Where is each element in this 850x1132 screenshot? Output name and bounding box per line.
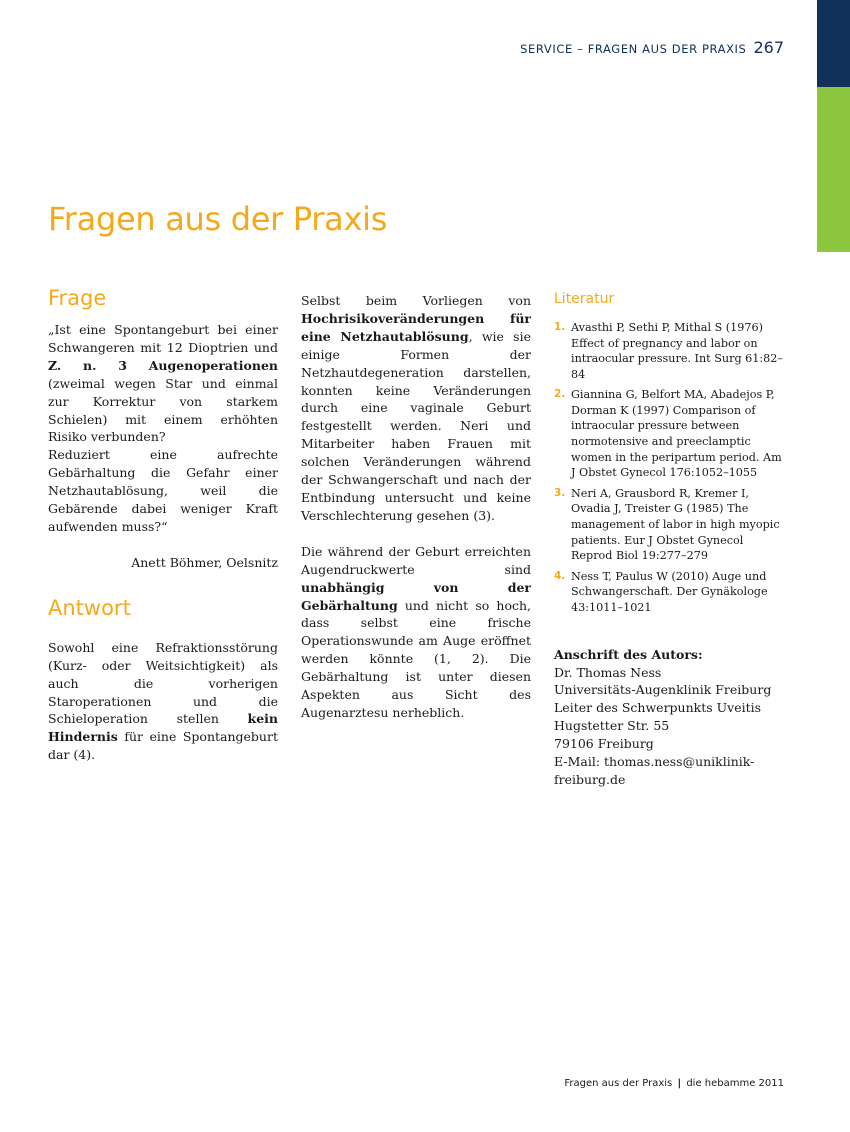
address-line: Leiter des Schwerpunkts Uveitis: [554, 700, 762, 716]
email-line: E-Mail: thomas.ness@uniklinik-: [554, 754, 755, 770]
question-bold-surgeries: Z. n. 3 Augenoperationen: [48, 357, 278, 373]
literature-heading: Literatur: [554, 291, 615, 307]
author-name: Dr. Thomas Ness: [554, 664, 662, 680]
answer-text-end: für eine Spontangeburt dar (4).: [48, 729, 278, 763]
page-title: Fragen aus der Praxis: [48, 200, 388, 238]
question-text-second: Reduziert eine aufrechte Gebärhaltung die Gefahr einer Netzhautablösung, weil die Gebärende dabei weniger Kraft aufwenden muss?“: [48, 447, 278, 534]
question-signature: Anett Böhmer, Oelsnitz: [131, 554, 278, 570]
footer-journal: die hebamme 2011: [686, 1078, 784, 1089]
column-continuation: [301, 292, 531, 722]
page-footer: [564, 1078, 784, 1089]
continuation-p1-start: Selbst beim Vorliegen von: [301, 293, 531, 308]
answer-heading: Antwort: [48, 595, 131, 620]
continuation-paragraph-2: [301, 543, 531, 722]
reference-number: 2.: [554, 388, 566, 401]
address-line: Hugstetter Str. 55: [554, 718, 670, 734]
column-literature: [554, 286, 786, 789]
author-address: [554, 646, 786, 789]
question-text: [48, 321, 278, 446]
reference-number: 3.: [554, 486, 566, 499]
footer-separator: |: [677, 1078, 682, 1089]
answer-bold: kein Hindernis: [48, 711, 278, 745]
continuation-p2-bold: unabhängig von der Gebärhaltung: [301, 579, 531, 613]
reference-item: [554, 387, 786, 481]
running-head: [520, 38, 784, 57]
reference-text: Giannina G, Belfort MA, Abadejos P, Dorman K (1997) Comparison of intraocular pressure between normotensive and preeclamptic women in the peripartum period. Am J Obstet Gynecol 176:1052–1055: [571, 388, 782, 480]
reference-text: Avasthi P, Sethi P, Mithal S (1976) Effect of pregnancy and labor on intraocular pressure. Int Surg 61:82–84: [571, 320, 783, 381]
question-text-part2: (zweimal wegen Star und einmal zur Korrektur von starkem Schielen) mit einem erhöhten Risiko verbunden?: [48, 375, 278, 445]
reference-item: [554, 486, 786, 564]
page-number: 267: [753, 38, 784, 57]
reference-text: Ness T, Paulus W (2010) Auge und Schwangerschaft. Der Gynäkologe 43:1011–1021: [571, 569, 768, 614]
email-line-continued: freiburg.de: [554, 771, 626, 787]
address-line: Universitäts-Augenklinik Freiburg: [554, 682, 772, 698]
column-question-answer: [48, 284, 278, 764]
address-line: 79106 Freiburg: [554, 736, 654, 752]
reference-item: [554, 320, 786, 382]
reference-item: [554, 569, 786, 616]
address-heading: Anschrift des Autors:: [554, 646, 703, 662]
header-color-bar-green: [817, 87, 850, 252]
continuation-p2-end: und nicht so hoch, dass selbst eine frische Operationswunde am Auge eröffnet werden könnte (1, 2). Die Gebärhaltung ist unter diesen Aspekten aus Sicht des Augenarztesu nerheblich.: [301, 597, 531, 720]
footer-section: Fragen aus der Praxis: [564, 1078, 673, 1089]
header-color-bar-blue: [817, 0, 850, 87]
question-heading: Frage: [48, 286, 107, 310]
continuation-p2-start: Die während der Geburt erreichten Augendruckwerte sind: [301, 543, 531, 577]
answer-paragraph: [48, 639, 278, 764]
reference-text: Neri A, Grausbord R, Kremer I, Ovadia J, Treister G (1985) The management of labor in high myopic patients. Eur J Obstet Gynecol Reprod Biol 19:277–279: [571, 486, 780, 563]
reference-list: [554, 320, 786, 616]
reference-number: 1.: [554, 320, 566, 333]
question-text-part1: „Ist eine Spontangeburt bei einer Schwangeren mit 12 Dioptrien und: [48, 322, 278, 355]
running-head-section: SERVICE – FRAGEN AUS DER PRAXIS: [520, 42, 747, 56]
answer-text: Sowohl eine Refraktionsstörung (Kurz- oder Weitsichtigkeit) als auch die vorherigen Staroperationen und die Schieloperation stellen: [48, 639, 278, 727]
continuation-p1-end: , wie sie einige Formen der Netzhautdegeneration darstellen, konnten keine Veränderungen durch eine vaginale Geburt festgestellt werden. Neri und Mitarbeiter haben Frauen mit solchen Veränderungen während der Schwangerschaft und nach der Entbindung untersucht und keine Verschlechterung gesehen (3).: [301, 328, 531, 523]
continuation-paragraph-1: [301, 292, 531, 525]
reference-number: 4.: [554, 569, 566, 582]
continuation-p1-bold: Hochrisikoveränderungen für eine Netzhautablösung: [301, 310, 531, 344]
